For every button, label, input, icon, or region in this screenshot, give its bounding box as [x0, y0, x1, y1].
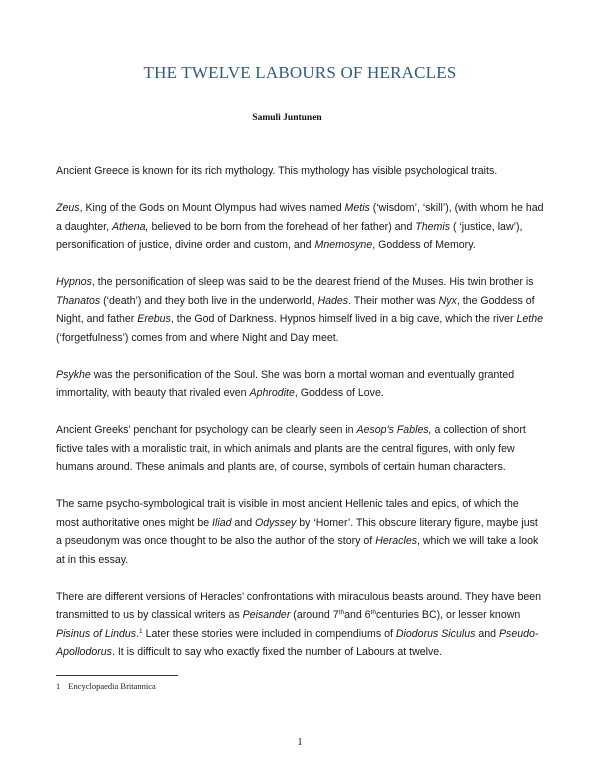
paragraph-versions: There are different versions of Heracles’ confrontations with miraculous beasts around. They have been transmitted to us by classical writers as Peisander (around 7thand 6thcenturies BC), or lesser known Pisinus of Lindus.$^1$ Later these stories were included in compendiums of Diodorus Siculus and Pseudo-Apollodorus. It is difficult to say who exactly fixed the number of Labours at twelve.	[56, 590, 542, 658]
paragraph-psykhe: Psykhe was the personification of the Soul. She was born a mortal woman and eventually granted immortality, with beauty that rivaled even Aphrodite, Goddess of Love.	[56, 368, 515, 399]
paragraph-homer: The same psycho-symbological trait is visible in most ancient Hellenic tales and epics, of which the most authoritative ones might be Iliad and Odyssey by ‘Homer’. This obscure literary figure, maybe just a pseudonym was once thought to be also the author of the story of Heracles, which we will take a look at in this essay.	[56, 498, 539, 566]
page-number: 1	[297, 736, 303, 748]
paragraph-hypnos: Hypnos, the personification of sleep was said to be the dearest friend of the Muses. His twin brother is Thanatos (‘death’) and they both live in the underworld, Hades. Their mother was Nyx, the Goddess of Night, and father Erebus, the God of Darkness. Hypnos himself lived in a big cave, which the river Lethe (‘forgetfulness’) comes from and where Night and Day meet.	[56, 276, 544, 344]
footnote-text: Encyclopaedia Britannica	[68, 681, 156, 691]
paragraph-aesop: Ancient Greeks’ penchant for psychology can be clearly seen in Aesop's Fables, a collection of short fictive tales with a moralistic trait, in which animals and plants are the central figures, with only few humans around. These animals and plants are, of course, symbols of certain human characters.	[56, 424, 526, 473]
paragraph-intro: Ancient Greece is known for its rich mythology. This mythology has visible psychological traits.	[56, 165, 498, 177]
body-text	[56, 162, 544, 662]
footnote	[56, 681, 156, 691]
paragraph-zeus: Zeus, King of the Gods on Mount Olympus had wives named Metis (‘wisdom’, ‘skill’), (with whom he had a daughter, Athena, believed to be born from the forehead of her father) and Themis ( ‘justice, law’), personification of justice, divine order and custom, and Mnemosyne, Goddess of Memory.	[56, 202, 544, 251]
document-title: THE TWELVE LABOURS OF HERACLES	[143, 63, 457, 82]
footnote-number: 1	[56, 681, 61, 691]
author-name: Samuli Juntunen	[252, 113, 322, 123]
footnote-divider	[56, 675, 178, 676]
footnote-ref[interactable]: 1	[139, 627, 143, 635]
